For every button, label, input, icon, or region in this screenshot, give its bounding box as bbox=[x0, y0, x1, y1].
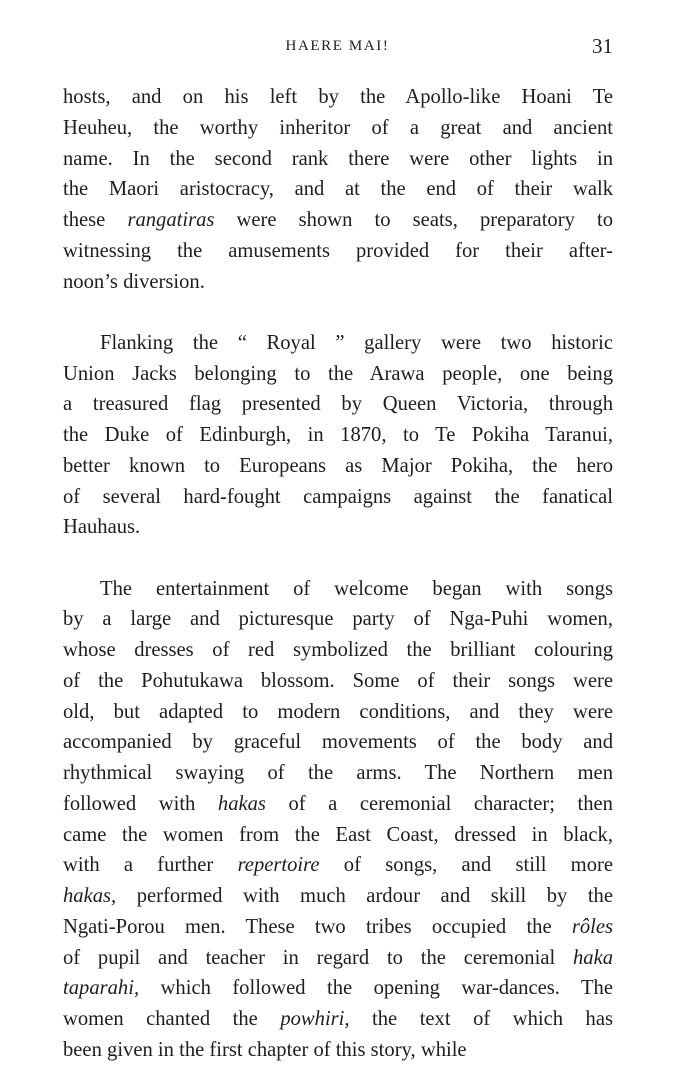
text-segment: with a further bbox=[63, 854, 238, 877]
paragraph-3 bbox=[63, 574, 613, 1066]
text-segment: by a large and picturesque party of Nga-Puhi women, bbox=[63, 608, 613, 631]
text-segment: of pupil and teacher in regard to the ceremonial bbox=[63, 946, 573, 969]
text-segment: were shown to seats, preparatory to bbox=[214, 209, 613, 231]
text-line bbox=[63, 512, 613, 543]
text-line bbox=[63, 328, 613, 359]
text-segment: the text of which has bbox=[349, 1008, 614, 1030]
italic-word: rôles bbox=[571, 915, 613, 938]
italic-word: haka bbox=[572, 946, 613, 969]
body-text bbox=[63, 82, 613, 1066]
text-segment: Ngati-Porou men. These two tribes occupied the bbox=[63, 915, 572, 938]
text-segment: came the women from the East Coast, dressed in black, bbox=[63, 823, 613, 846]
text-line bbox=[63, 973, 613, 1004]
text-line bbox=[63, 82, 613, 113]
text-line bbox=[63, 359, 613, 390]
text-segment: been given in the first chapter of this story, while bbox=[63, 1038, 467, 1061]
text-line bbox=[63, 758, 613, 789]
running-title: HAERE MAI! bbox=[285, 38, 390, 54]
text-segment: Flanking the “ Royal ” gallery were two historic bbox=[100, 331, 613, 354]
text-segment: of a ceremonial character; then bbox=[265, 792, 613, 815]
text-line bbox=[63, 820, 613, 851]
text-segment: The entertainment of welcome began with songs bbox=[100, 577, 613, 600]
text-segment: these bbox=[63, 209, 128, 231]
text-line bbox=[63, 574, 613, 605]
text-line bbox=[63, 635, 613, 666]
italic-word: taparahi, bbox=[63, 977, 140, 1000]
text-line bbox=[63, 482, 613, 513]
text-line bbox=[63, 1035, 613, 1066]
text-segment: old, but adapted to modern conditions, and they were bbox=[63, 700, 613, 723]
text-segment: better known to Europeans as Major Pokiha, the hero bbox=[63, 454, 613, 477]
text-line bbox=[63, 389, 613, 420]
running-header bbox=[62, 34, 613, 64]
text-line bbox=[63, 697, 613, 728]
text-segment: name. In the second rank there were other lights in bbox=[63, 147, 613, 170]
text-line bbox=[63, 267, 613, 298]
text-segment: of songs, and still more bbox=[319, 854, 613, 877]
text-line bbox=[63, 789, 613, 820]
italic-word: rangatiras bbox=[127, 209, 215, 231]
text-line bbox=[63, 943, 613, 974]
text-line bbox=[63, 727, 613, 758]
text-line bbox=[63, 451, 613, 482]
text-line bbox=[63, 205, 613, 236]
text-segment: noon’s diversion. bbox=[63, 270, 205, 293]
text-segment: whose dresses of red symbolized the brilliant colouring bbox=[63, 639, 613, 661]
paragraph-2 bbox=[63, 328, 613, 543]
text-segment: Heuheu, the worthy inheritor of a great and ancient bbox=[63, 116, 613, 139]
text-segment: Hauhaus. bbox=[63, 516, 141, 539]
text-line bbox=[63, 236, 613, 267]
text-segment: the Duke of Edinburgh, in 1870, to Te Pokiha Taranui, bbox=[63, 424, 613, 446]
italic-word: hakas, bbox=[63, 885, 117, 907]
text-segment: of the Pohutukawa blossom. Some of their songs were bbox=[63, 669, 613, 692]
italic-word: powhiri, bbox=[280, 1008, 350, 1030]
text-segment: performed with much ardour and skill by the bbox=[116, 885, 613, 907]
text-segment: rhythmical swaying of the arms. The Northern men bbox=[63, 762, 613, 784]
text-line bbox=[63, 850, 613, 881]
text-line bbox=[63, 174, 613, 205]
text-line bbox=[63, 604, 613, 635]
text-line bbox=[63, 420, 613, 451]
text-segment: hosts, and on his left by the Apollo-like Hoani Te bbox=[63, 86, 613, 108]
text-segment: a treasured flag presented by Queen Victoria, through bbox=[63, 393, 613, 416]
text-segment: witnessing the amusements provided for their after- bbox=[63, 239, 613, 262]
text-segment: women chanted the bbox=[63, 1008, 281, 1030]
text-segment: of several hard-fought campaigns against the fanatical bbox=[63, 485, 613, 508]
italic-word: repertoire bbox=[237, 854, 320, 877]
text-line bbox=[63, 144, 613, 175]
text-segment: the Maori aristocracy, and at the end of their walk bbox=[63, 178, 613, 201]
text-segment: which followed the opening war-dances. The bbox=[139, 977, 613, 1000]
text-line bbox=[63, 1004, 613, 1035]
paragraph-1 bbox=[63, 82, 613, 297]
text-line bbox=[63, 666, 613, 697]
text-line bbox=[63, 881, 613, 912]
text-line bbox=[63, 113, 613, 144]
italic-word: hakas bbox=[217, 792, 266, 815]
text-segment: Union Jacks belonging to the Arawa people, one being bbox=[63, 362, 613, 385]
text-segment: accompanied by graceful movements of the body and bbox=[63, 731, 613, 754]
text-line bbox=[63, 912, 613, 943]
page-number: 31 bbox=[592, 34, 613, 58]
text-segment: followed with bbox=[63, 792, 218, 815]
